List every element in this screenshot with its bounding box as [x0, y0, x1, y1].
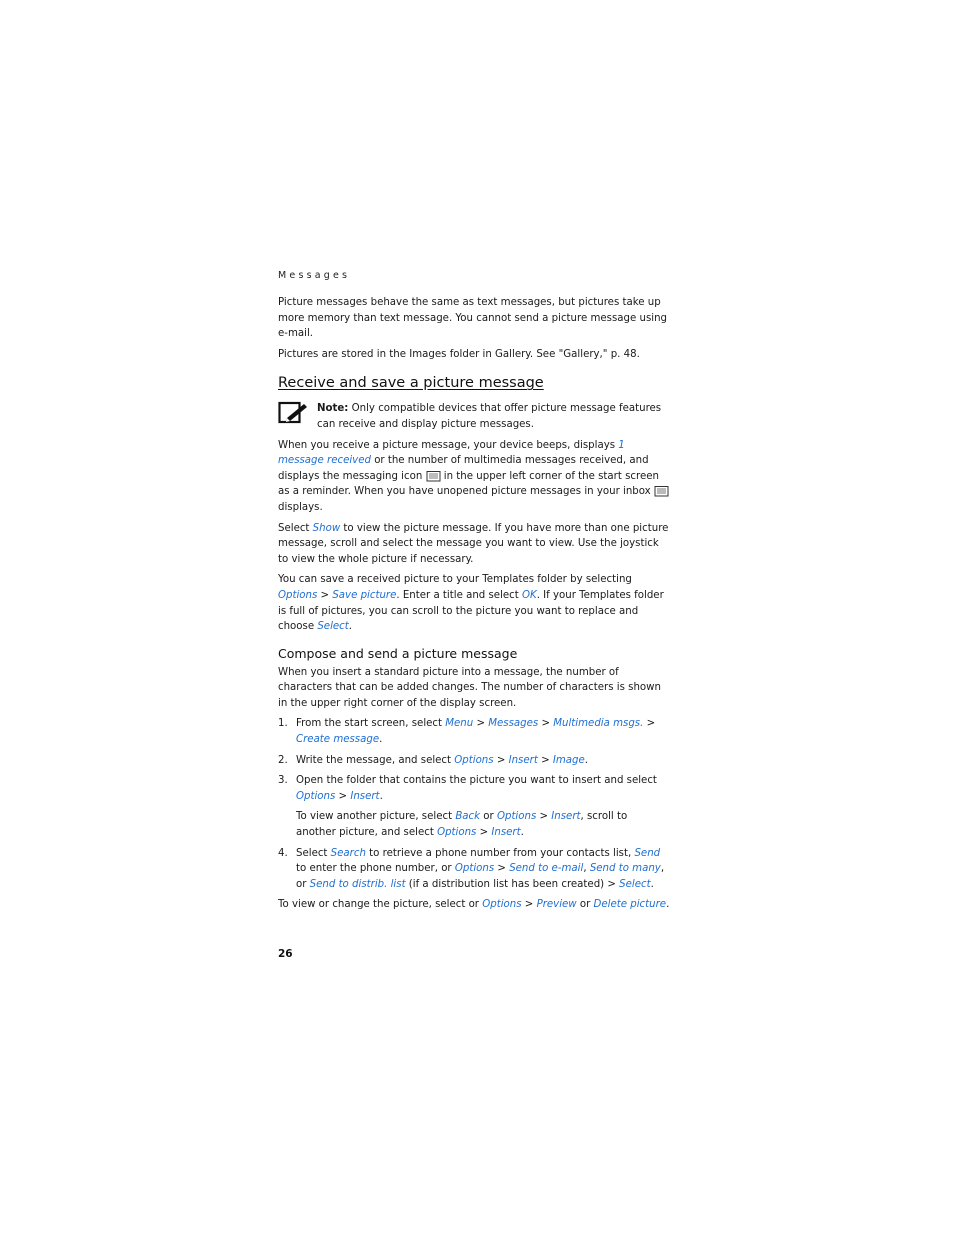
link-insert[interactable]: Insert [551, 811, 581, 823]
link-options[interactable]: Options [278, 589, 318, 601]
text-run: . Enter a title and select [396, 589, 522, 601]
text-run: or [480, 811, 497, 823]
text-run: > [473, 718, 489, 730]
text-run: > [335, 790, 351, 802]
text-run: > [521, 899, 537, 911]
page-content [278, 270, 670, 918]
link-options[interactable]: Options [454, 754, 494, 766]
link-search[interactable]: Search [330, 847, 366, 859]
text-run: . [666, 899, 670, 911]
text-run: . If your Templates folder is full of pictures, you can scroll to the picture you want to replace and choose [278, 589, 664, 633]
link-image[interactable]: Image [552, 754, 585, 766]
text-run: > [536, 811, 552, 823]
text-run: Open the folder that contains the picture you want to insert and select [296, 775, 657, 787]
link-menu[interactable]: Menu [445, 718, 474, 730]
link-options[interactable]: Options [437, 827, 477, 839]
note-body: Only compatible devices that offer picture message features can receive and display picture messages. [317, 403, 662, 430]
text-run: in the upper left corner of the start screen as a reminder. When you have unopened picture messages in your inbox [278, 470, 659, 498]
text-run: . [348, 621, 353, 633]
text-run: . [379, 734, 383, 746]
note-pencil-icon [278, 401, 308, 425]
link-options[interactable]: Options [496, 811, 537, 823]
text-run: > [317, 589, 333, 601]
link-insert[interactable]: Insert [350, 790, 380, 802]
link-select[interactable]: Select [317, 621, 349, 633]
section-title-receive: Receive and save a picture message [278, 375, 544, 392]
link-insert[interactable]: Insert [491, 827, 521, 839]
text-run: > [538, 718, 554, 730]
text-run: > [643, 718, 656, 730]
step-number: 2. [278, 754, 288, 766]
link-send-to-email[interactable]: Send to e-mail [509, 863, 584, 875]
link-create-message[interactable]: Create message [296, 734, 380, 746]
link-send[interactable]: Send [634, 847, 661, 859]
text-run: You can save a received picture to your Templates folder by selecting [278, 574, 632, 586]
text-run: > [537, 754, 553, 766]
link-options[interactable]: Options [296, 790, 336, 802]
text-run: (if a distribution list has been created) > [405, 878, 620, 890]
link-options[interactable]: Options [482, 899, 522, 911]
text-run: To view another picture, select [296, 811, 456, 823]
text-run: or [576, 899, 594, 911]
link-insert[interactable]: Insert [508, 754, 538, 766]
text-run: > [494, 863, 510, 875]
step-number: 1. [278, 718, 288, 730]
section-title-compose: Compose and send a picture message [278, 645, 518, 661]
link-select[interactable]: Select [619, 878, 651, 890]
list-item [278, 773, 670, 840]
link-options[interactable]: Options [454, 863, 495, 875]
list-item [278, 753, 670, 769]
text-run: to view the picture message. If you have more than one picture message, scroll and select the message you want to view. Use the joystick to view the whole picture if necessary. [278, 522, 669, 565]
text-run: . [584, 754, 588, 766]
compose-final-paragraph [278, 897, 670, 913]
text-run: When you receive a picture message, your device beeps, displays [278, 439, 619, 451]
note-text [317, 401, 670, 432]
text-run: , or [296, 863, 665, 890]
text-run: displays. [278, 501, 323, 513]
text-run: . [650, 878, 654, 890]
text-run: > [493, 754, 509, 766]
link-ok[interactable]: OK [522, 589, 537, 601]
link-messages[interactable]: Messages [488, 718, 539, 730]
text-run: To view or change the picture, select or [278, 899, 483, 911]
link-delete-picture[interactable]: Delete picture [593, 899, 667, 911]
page-number: 26 [278, 948, 293, 960]
text-run: , scroll to another picture, and select [296, 811, 628, 839]
text-run: > [476, 827, 492, 839]
step-number: 3. [278, 775, 288, 787]
link-preview[interactable]: Preview [536, 899, 577, 911]
link-message-received[interactable]: 1 message received [278, 439, 625, 467]
text-run: or the number of multimedia messages received, and displays the messaging icon [278, 455, 649, 482]
link-multimedia-msgs[interactable]: Multimedia msgs. [553, 718, 644, 730]
running-head: Messages [278, 270, 351, 281]
receive-paragraph-1 [278, 438, 670, 516]
text-run: Select [278, 522, 313, 534]
link-save-picture[interactable]: Save picture [332, 589, 397, 601]
text-run: Select [296, 847, 331, 859]
link-send-to-many[interactable]: Send to many [589, 863, 661, 875]
message-envelope-icon [426, 470, 441, 482]
step-number: 4. [278, 847, 288, 859]
steps-list [278, 716, 670, 892]
text-run: Write the message, and select [296, 754, 455, 766]
note-label: Note: [317, 403, 349, 415]
intro-paragraph-1: Picture messages behave the same as text messages, but pictures take up more memory than text message. You cannot send a picture message using e-mail. [278, 297, 668, 340]
text-run: From the start screen, select [296, 718, 446, 730]
step-3-subparagraph [296, 809, 670, 840]
text-run: , [583, 863, 590, 875]
list-item [278, 716, 670, 747]
link-show[interactable]: Show [312, 522, 341, 534]
compose-intro: When you insert a standard picture into a message, the number of characters that can be added changes. The number of characters is shown in the upper right corner of the display screen. [278, 666, 661, 709]
intro-paragraph-2: Pictures are stored in the Images folder in Gallery. See "Gallery," p. 48. [278, 348, 640, 360]
text-run: . [379, 790, 383, 802]
link-send-to-distrib-list[interactable]: Send to distrib. list [309, 878, 406, 890]
text-run: to retrieve a phone number from your contacts list, [365, 847, 635, 859]
text-run: to enter the phone number, or [296, 863, 455, 875]
receive-paragraph-3 [278, 572, 670, 634]
receive-paragraph-2 [278, 521, 670, 568]
text-run: . [520, 827, 524, 839]
list-item [278, 846, 670, 893]
link-back[interactable]: Back [455, 811, 481, 823]
inbox-picture-icon [654, 485, 669, 497]
note-box [278, 401, 670, 432]
